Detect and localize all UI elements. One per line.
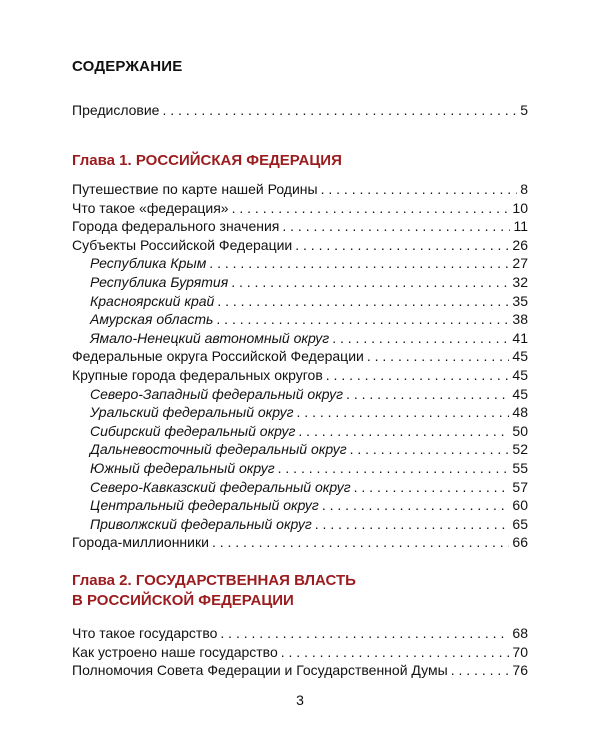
- dot-leader: [295, 236, 509, 255]
- toc-entry[interactable]: [72, 180, 528, 199]
- chapter-1-title: Глава 1. РОССИЙСКАЯ ФЕДЕРАЦИЯ: [72, 152, 342, 169]
- entry-page: 57: [512, 478, 528, 495]
- entry-title: Как устроено наше государство: [72, 643, 278, 660]
- entry-page: 55: [512, 459, 528, 476]
- toc-subentry[interactable]: [72, 496, 528, 515]
- entry-page: 11: [513, 218, 528, 235]
- entry-title: Полномочия Совета Федерации и Государственной Думы: [72, 662, 448, 679]
- entry-title: Северо-Кавказский федеральный округ: [90, 478, 351, 495]
- dot-leader: [298, 422, 509, 441]
- toc-chapter-2: [72, 624, 528, 680]
- toc-subentry[interactable]: [72, 478, 528, 497]
- entry-page: 10: [512, 199, 528, 216]
- toc-entry[interactable]: [72, 624, 528, 643]
- dot-leader: [217, 292, 509, 311]
- entry-title: Ямало-Ненецкий автономный округ: [90, 329, 330, 346]
- dot-leader: [281, 643, 510, 662]
- dot-leader: [232, 199, 510, 218]
- entry-title: Города федерального значения: [72, 218, 280, 235]
- dot-leader: [315, 515, 510, 534]
- entry-title: Субъекты Российской Федерации: [72, 236, 293, 253]
- page-number: 3: [296, 692, 304, 708]
- dot-leader: [451, 661, 510, 680]
- entry-title: Приволжский федеральный округ: [90, 515, 312, 532]
- chapter-2-title-line-2: В РОССИЙСКОЙ ФЕДЕРАЦИИ: [72, 592, 294, 609]
- entry-page: 38: [512, 311, 528, 328]
- entry-page: 27: [512, 255, 528, 272]
- entry-page: 5: [520, 102, 528, 118]
- entry-page: 70: [512, 643, 528, 660]
- entry-page: 8: [520, 181, 528, 197]
- entry-page: 52: [512, 441, 528, 458]
- entry-page: 65: [512, 515, 528, 532]
- entry-page: 45: [512, 366, 528, 383]
- dot-leader: [326, 366, 510, 385]
- entry-title: Дальневосточный федеральный округ: [90, 441, 347, 458]
- dot-leader: [332, 329, 509, 348]
- entry-title: Города-миллионники: [72, 534, 209, 551]
- dot-leader: [231, 273, 509, 292]
- dot-leader: [346, 385, 509, 404]
- toc-entry[interactable]: [72, 236, 528, 255]
- dot-leader: [321, 180, 518, 199]
- toc-heading: СОДЕРЖАНИЕ: [72, 58, 183, 75]
- toc-subentry[interactable]: [72, 292, 528, 311]
- entry-title: Федеральные округа Российской Федерации: [72, 348, 364, 365]
- entry-title: Путешествие по карте нашей Родины: [72, 181, 318, 197]
- entry-title: Амурская область: [90, 311, 214, 328]
- entry-page: 26: [512, 236, 528, 253]
- toc-entry[interactable]: [72, 533, 528, 552]
- entry-page: 41: [512, 329, 528, 346]
- chapter-2-title-line-1: Глава 2. ГОСУДАРСТВЕННАЯ ВЛАСТЬ: [72, 572, 356, 589]
- entry-title: Предисловие: [72, 102, 160, 118]
- entry-page: 66: [512, 534, 528, 551]
- entry-page: 48: [512, 404, 528, 421]
- toc-entry[interactable]: [72, 347, 528, 366]
- toc-subentry[interactable]: [72, 310, 528, 329]
- dot-leader: [367, 347, 510, 366]
- toc-subentry[interactable]: [72, 273, 528, 292]
- toc-entry[interactable]: [72, 643, 528, 662]
- toc-subentry[interactable]: [72, 515, 528, 534]
- entry-title: Южный федеральный округ: [90, 459, 275, 476]
- entry-page: 50: [512, 422, 528, 439]
- dot-leader: [322, 496, 510, 515]
- toc-entry[interactable]: [72, 199, 528, 218]
- entry-page: 32: [512, 273, 528, 290]
- dot-leader: [216, 310, 509, 329]
- dot-leader: [209, 254, 509, 273]
- toc-preface: [72, 101, 528, 120]
- entry-title: Республика Бурятия: [90, 273, 229, 290]
- entry-title: Крупные города федеральных округов: [72, 366, 323, 383]
- toc-subentry[interactable]: [72, 440, 528, 459]
- dot-leader: [278, 459, 510, 478]
- dot-leader: [354, 478, 510, 497]
- entry-title: Сибирский федеральный округ: [90, 422, 296, 439]
- entry-title: Северо-Западный федеральный округ: [90, 385, 344, 402]
- entry-title: Что такое «федерация»: [72, 199, 229, 216]
- toc-entry[interactable]: [72, 101, 528, 120]
- toc-subentry[interactable]: [72, 459, 528, 478]
- dot-leader: [220, 624, 509, 643]
- dot-leader: [297, 403, 510, 422]
- entry-page: 76: [512, 662, 528, 679]
- entry-title: Уральский федеральный округ: [90, 404, 294, 421]
- dot-leader: [282, 217, 510, 236]
- dot-leader: [212, 533, 509, 552]
- toc-entry[interactable]: [72, 366, 528, 385]
- toc-subentry[interactable]: [72, 403, 528, 422]
- entry-page: 45: [512, 348, 528, 365]
- toc-chapter-1: [72, 180, 528, 552]
- entry-page: 35: [512, 292, 528, 309]
- dot-leader: [162, 101, 517, 120]
- toc-subentry[interactable]: [72, 422, 528, 441]
- toc-subentry[interactable]: [72, 329, 528, 348]
- chapter-2-title: [72, 571, 356, 611]
- entry-page: 45: [512, 385, 528, 402]
- toc-entry[interactable]: [72, 661, 528, 680]
- toc-entry[interactable]: [72, 217, 528, 236]
- entry-page: 60: [512, 497, 528, 514]
- entry-title: Республика Крым: [90, 255, 207, 272]
- entry-title: Красноярский край: [90, 292, 215, 309]
- entry-title: Центральный федеральный округ: [90, 497, 319, 514]
- dot-leader: [350, 440, 510, 459]
- entry-title: Что такое государство: [72, 625, 218, 641]
- toc-subentry[interactable]: [72, 254, 528, 273]
- toc-subentry[interactable]: [72, 385, 528, 404]
- entry-page: 68: [512, 625, 528, 641]
